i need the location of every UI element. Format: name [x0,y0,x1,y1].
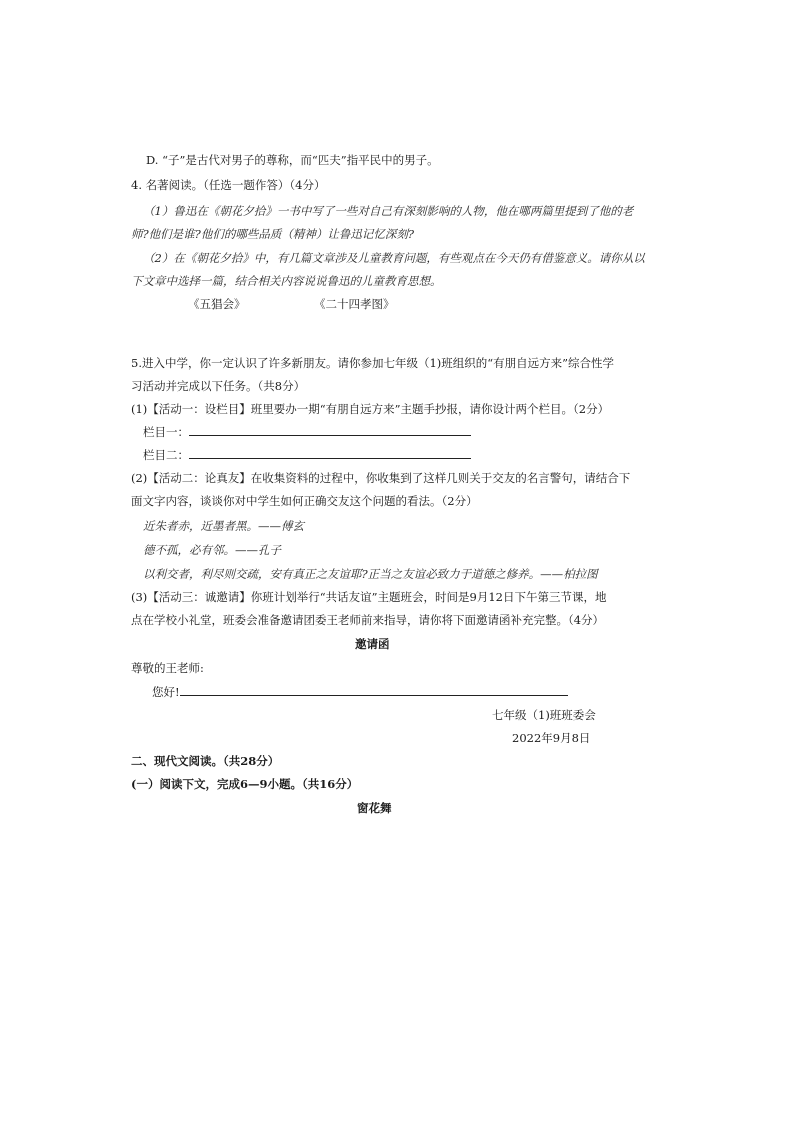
column1-label: 栏目一： [143,425,189,439]
book-wuchanghui: 《五猖会》 [188,297,246,311]
book-ershisixiaotu: 《二十四孝图》 [314,297,395,311]
activity3-line2: 点在学校小礼堂，班委会准备邀请团委王老师前来指导，请你将下面邀请函补充完整。（4分） [131,613,605,627]
activity1: (1)【活动一：设栏目】班里要办一期“有朋自远方来”主题手抄报，请你设计两个栏目。（2分） [131,402,610,416]
invitation-salutation: 尊敬的王老师: [131,661,204,675]
section2-title: 二、现代文阅读。（共28分） [131,754,280,768]
column1-row [143,424,471,440]
q5-intro-line1: 5.进入中学，你一定认识了许多新朋友。请你参加七年级（1)班组织的“有朋自远方来”综合性学 [131,356,615,370]
q4-title: 4. 名著阅读。（任选一题作答）（4分） [131,178,326,192]
article-title: 窗花舞 [357,801,392,815]
quote-plato: 以利交者，利尽则交疏，安有真正之友谊耶?正当之友谊必致力于道德之修养。——柏拉图 [143,567,598,581]
invitation-body-line[interactable] [180,685,568,696]
quote-kongzi: 德不孤，必有邻。——孔子 [143,543,281,557]
invitation-date: 2022年9月8日 [512,731,591,745]
q4-part2-line1: （2）在《朝花夕拾》中，有几篇文章涉及儿童教育问题，有些观点在今天仍有借鉴意义。请你从以 [143,251,645,265]
invitation-title: 邀请函 [355,637,390,651]
invitation-greeting-row [152,684,568,700]
q5-intro-line2: 习活动并完成以下任务。（共8分） [131,379,306,393]
activity2-line2: 面文字内容，谈谈你对中学生如何正确交友这个问题的看法。（2分） [131,494,478,508]
invitation-greeting: 您好! [152,685,180,699]
column2-answer-line[interactable] [189,448,471,459]
q4-part1-line1: （1）鲁迅在《朝花夕拾》一书中写了一些对自己有深刻影响的人物，他在哪两篇里提到了他的老 [143,204,634,218]
activity2-line1: (2)【活动二：论真友】在收集资料的过程中，你收集到了这样几则关于交友的名言警句，请结合下 [131,471,631,485]
column1-answer-line[interactable] [189,425,471,436]
column2-label: 栏目二： [143,448,189,462]
quote-fuxuan: 近朱者赤，近墨者黑。——傅玄 [143,519,304,533]
activity3-line1: (3)【活动三：诚邀请】你班计划举行“共话友谊”主题班会，时间是9月12日下午第三节课，地 [131,590,607,604]
option-d: D. “子”是古代对男子的尊称，而“匹夫”指平民中的男子。 [146,153,439,167]
invitation-signature: 七年级（1)班班委会 [492,708,596,722]
q4-part1-line2: 师?他们是谁?他们的哪些品质（精神）让鲁迅记忆深刻? [131,227,414,241]
q4-part2-line2: 下文章中选择一篇，结合相关内容说说鲁迅的儿童教育思想。 [131,274,442,288]
column2-row [143,447,471,463]
reading1-instruction: (一）阅读下文，完成6—9小题。（共16分） [131,777,359,791]
